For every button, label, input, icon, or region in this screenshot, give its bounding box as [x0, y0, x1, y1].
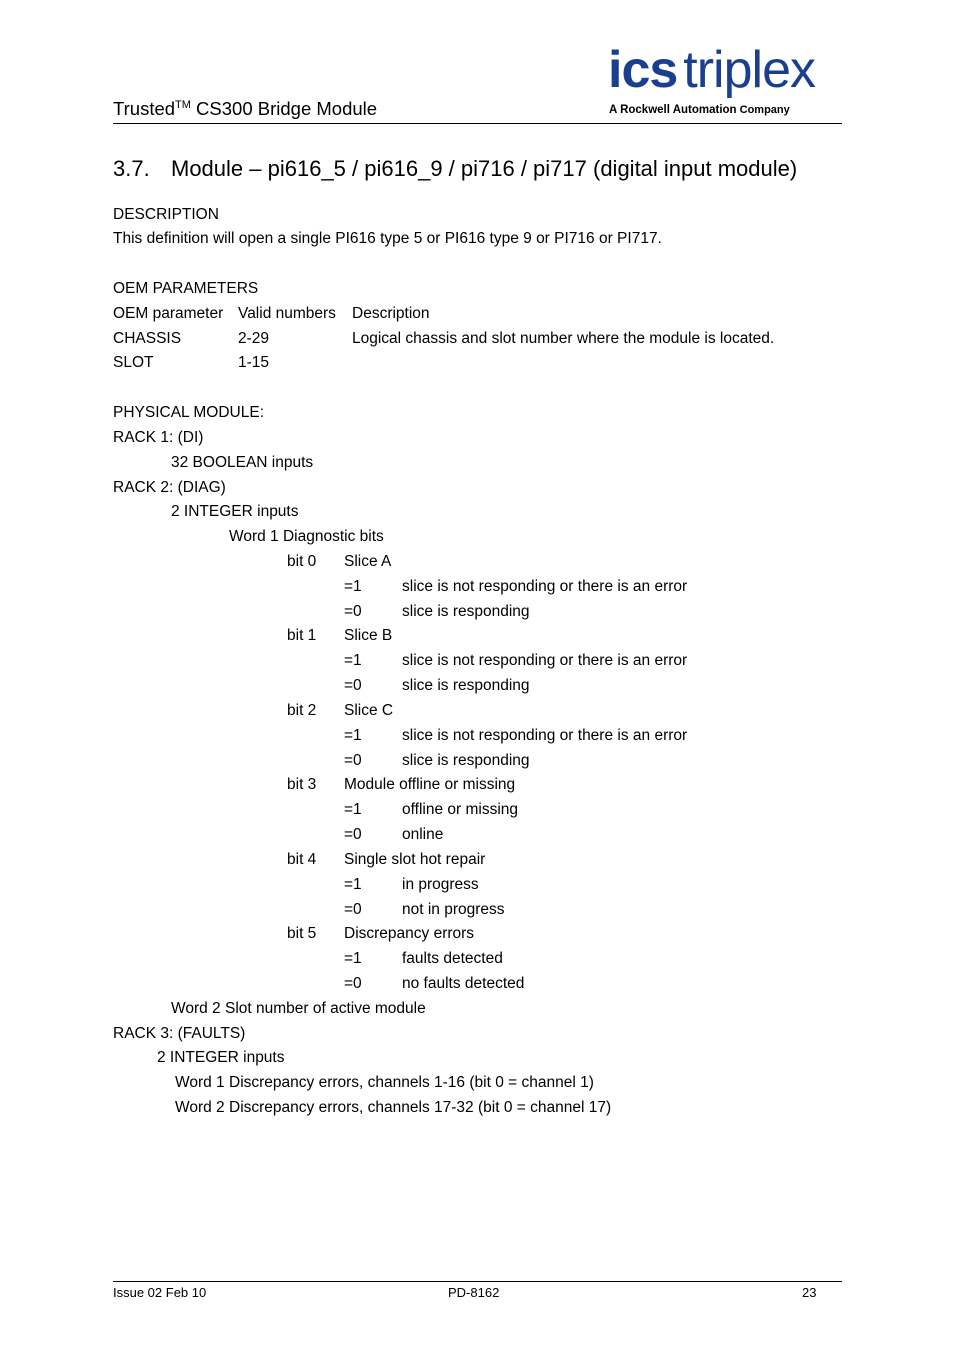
rack3-word-label: Word 1: [175, 1074, 225, 1091]
bit-name: Slice B: [344, 627, 393, 644]
rack1-label: RACK 1: (DI): [113, 429, 204, 446]
bit-value-description: slice is responding: [402, 752, 530, 769]
rack2-inputs: 2 INTEGER inputs: [171, 503, 299, 520]
bit-value-description: slice is not responding or there is an error: [402, 652, 688, 669]
rack3-inputs: 2 INTEGER inputs: [157, 1049, 285, 1066]
logo-tagline-brand: Rockwell Automation: [620, 104, 737, 116]
logo-tagline-prefix: A: [609, 104, 621, 116]
oem-row-param: CHASSIS: [113, 330, 182, 347]
rack3-word-description: Discrepancy errors, channels 1-16 (bit 0 = channel 1): [229, 1074, 594, 1091]
bit-name: Slice A: [344, 553, 392, 570]
section-number: 3.7.: [113, 156, 150, 181]
bit-value: =0: [344, 826, 362, 843]
oem-row-valid: 2-29: [238, 330, 270, 347]
rack3-word-label: Word 2: [175, 1099, 225, 1116]
header-rule: [113, 123, 842, 124]
logo-tagline-suffix: Company: [736, 104, 790, 116]
bit-label: bit 5: [287, 925, 317, 942]
bit-value-description: offline or missing: [402, 801, 519, 818]
bit-value-description: slice is not responding or there is an error: [402, 578, 688, 595]
oem-row-description: Logical chassis and slot number where the module is located.: [352, 330, 775, 347]
bit-value-description: in progress: [402, 876, 479, 893]
oem-row-param: SLOT: [113, 354, 154, 371]
header-title-suffix: CS300 Bridge Module: [190, 98, 378, 119]
bit-value: =0: [344, 975, 362, 992]
bit-value: =0: [344, 603, 362, 620]
bit-value-description: online: [402, 826, 444, 843]
bit-label: bit 0: [287, 553, 317, 570]
oem-column-header-description: Description: [352, 305, 430, 322]
bit-label: bit 2: [287, 702, 317, 719]
bit-value: =1: [344, 652, 362, 669]
bit-value: =0: [344, 752, 362, 769]
bit-name: Slice C: [344, 702, 394, 719]
bit-name: Module offline or missing: [344, 776, 516, 793]
description-heading: DESCRIPTION: [113, 206, 219, 223]
rack3-word-description: Discrepancy errors, channels 17-32 (bit 0 = channel 17): [229, 1099, 612, 1116]
bit-value: =1: [344, 950, 362, 967]
bit-value-description: not in progress: [402, 901, 505, 918]
trademark-superscript: TM: [175, 99, 191, 111]
bit-value: =0: [344, 677, 362, 694]
rack2-word1: Word 1 Diagnostic bits: [229, 528, 384, 545]
rack3-label: RACK 3: (FAULTS): [113, 1025, 246, 1042]
rack2-label: RACK 2: (DIAG): [113, 479, 226, 496]
bit-value-description: no faults detected: [402, 975, 525, 992]
footer-issue: Issue 02 Feb 10: [113, 1285, 207, 1300]
bit-value-description: faults detected: [402, 950, 503, 967]
bit-label: bit 4: [287, 851, 317, 868]
bit-value-description: slice is not responding or there is an error: [402, 727, 688, 744]
logo-tagline: [609, 103, 790, 117]
header-title: [113, 98, 377, 120]
bit-name: Discrepancy errors: [344, 925, 475, 942]
bit-label: bit 1: [287, 627, 317, 644]
oem-column-header-valid: Valid numbers: [238, 305, 336, 322]
logo-word-triplex: triplex: [683, 41, 816, 99]
footer-document-number: PD-8162: [448, 1285, 500, 1300]
bit-label: bit 3: [287, 776, 317, 793]
section-title: Module – pi616_5 / pi616_9 / pi716 / pi717 (digital input module): [171, 156, 798, 181]
bit-value: =1: [344, 727, 362, 744]
oem-row-valid: 1-15: [238, 354, 270, 371]
physical-heading: PHYSICAL MODULE:: [113, 404, 265, 421]
footer-rule: [113, 1281, 842, 1282]
bit-value-description: slice is responding: [402, 603, 530, 620]
logo-word-ics: ics: [608, 41, 678, 99]
bit-value: =0: [344, 901, 362, 918]
oem-column-header-param: OEM parameter: [113, 305, 224, 322]
rack2-word2: Word 2 Slot number of active module: [171, 1000, 426, 1017]
rack1-inputs: 32 BOOLEAN inputs: [171, 454, 314, 471]
bit-value: =1: [344, 876, 362, 893]
oem-heading: OEM PARAMETERS: [113, 280, 259, 297]
bit-value: =1: [344, 801, 362, 818]
company-logo: [608, 42, 840, 122]
bit-name: Single slot hot repair: [344, 851, 486, 868]
header-title-prefix: Trusted: [113, 98, 176, 119]
logo-wordmark: [608, 42, 815, 98]
description-text: This definition will open a single PI616 type 5 or PI616 type 9 or PI716 or PI717.: [113, 230, 662, 247]
bit-value: =1: [344, 578, 362, 595]
footer-page-number: 23: [802, 1285, 817, 1300]
bit-value-description: slice is responding: [402, 677, 530, 694]
